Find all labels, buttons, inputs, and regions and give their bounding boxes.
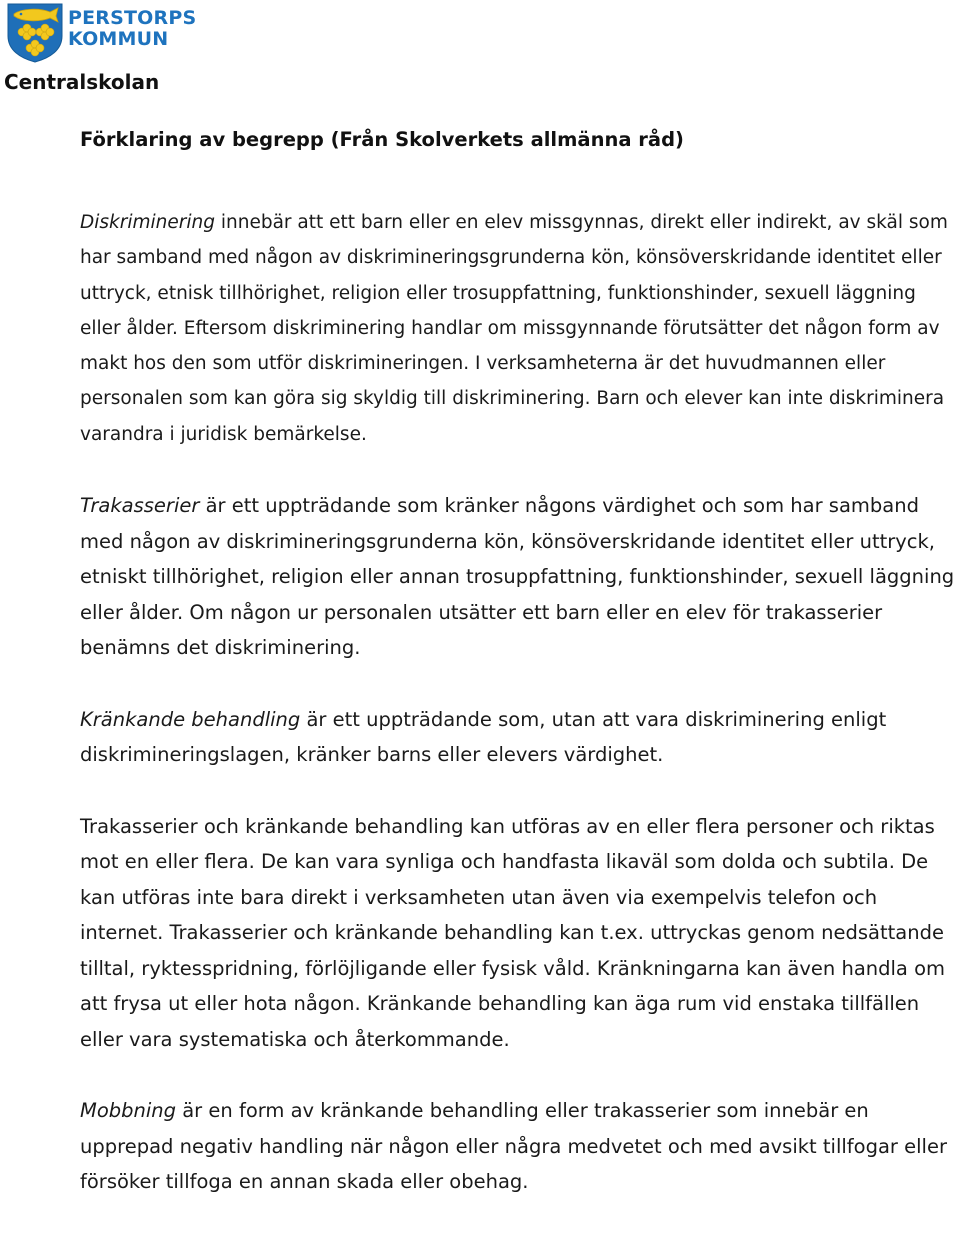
document-heading: Förklaring av begrepp (Från Skolverkets allmänna råd) (80, 128, 684, 151)
paragraph-mobbning (80, 1093, 960, 1200)
logo-line-2: KOMMUN (68, 28, 169, 50)
term-mobbning: Mobbning (80, 1099, 177, 1123)
paragraph-trakasserier (80, 488, 960, 666)
document-body (80, 124, 960, 1236)
municipality-logo (6, 2, 206, 66)
paragraph-diskriminering (80, 205, 960, 452)
paragraph-text: Trakasserier och kränkande behandling kan utföras av en eller flera personer och riktas mot en eller flera. De kan vara synliga och handfasta likaväl som dolda och subtila. De kan utföras inte bara direkt i verksamheten utan även via exempelvis telefon och internet. Trakasserier och kränkande behandling kan t.ex. uttryckas genom nedsättande tilltal, ryktesspridning, förlöjligande eller fysisk våld. Kränkningarna kan även handla om att frysa ut eller hota någon. Kränkande behandling kan äga rum vid enstaka tillfällen eller vara systematiska och återkommande. (80, 814, 945, 1051)
logo-wordmark (68, 8, 196, 50)
term-diskriminering: Diskriminering (80, 212, 215, 233)
coat-of-arms-icon (6, 2, 64, 64)
paragraph-text: är en form av kränkande behandling eller trakasserier som innebär en upprepad negativ handling när någon eller några medvetet och med avsikt tillfogar eller försöker tillfoga en annan skada eller obehag. (80, 1099, 947, 1194)
paragraph-text: innebär att ett barn eller en elev missgynnas, direkt eller indirekt, av skäl som har samband med någon av diskrimineringsgrunderna kön, könsöverskridande identitet eller uttryck, etnisk tillhörighet, religion eller trosuppfattning, funktionshinder, sexuell läggning eller ålder. Eftersom diskriminering handlar om missgynnande förutsätter det någon form av makt hos den som utför diskrimineringen. I verksamheterna är det huvudmannen eller personalen som kan göra sig skyldig till diskriminering. Barn och elever kan inte diskriminera varandra i juridisk bemärkelse. (80, 212, 948, 445)
paragraph-utforande (80, 809, 960, 1058)
term-trakasserier: Trakasserier (80, 494, 200, 518)
school-name: Centralskolan (4, 70, 160, 94)
paragraph-text: är ett uppträdande som, utan att vara diskriminering enligt diskrimineringslagen, kränker barns eller elevers värdighet. (80, 707, 887, 767)
term-krankande-behandling: Kränkande behandling (80, 707, 301, 731)
logo-line-1: PERSTORPS (68, 7, 197, 29)
paragraph-krankande-behandling (80, 702, 960, 773)
paragraph-text: är ett uppträdande som kränker någons värdighet och som har samband med någon av diskrimineringsgrunderna kön, könsöverskridande identitet eller uttryck, etniskt tillhörighet, religion eller annan trosuppfattning, funktionshinder, sexuell läggning eller ålder. Om någon ur personalen utsätter ett barn eller en elev för trakasserier benämns det diskriminering. (80, 494, 955, 660)
